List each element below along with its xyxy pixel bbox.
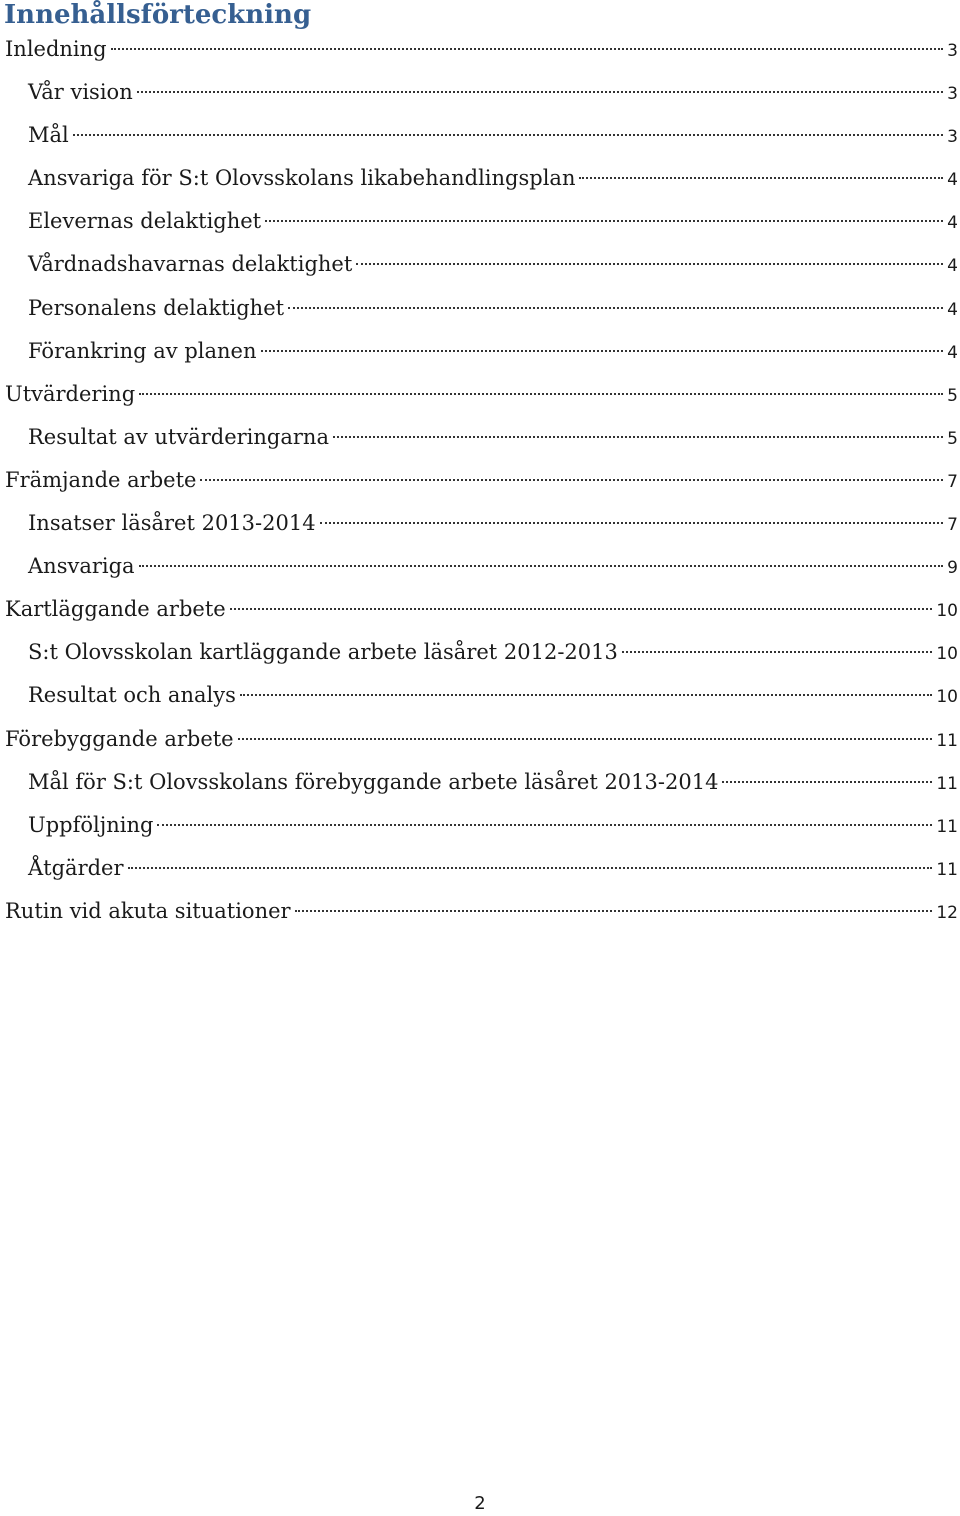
toc-leader-dots	[157, 824, 932, 826]
toc-leader-dots	[579, 177, 943, 179]
toc-entry-label: Vår vision	[28, 80, 133, 105]
toc-entry-page: 7	[947, 515, 958, 536]
toc-leader-dots	[722, 781, 932, 783]
toc-entry-page: 11	[936, 859, 958, 880]
toc-entry-page: 10	[936, 687, 958, 708]
toc-entry-forankring[interactable]	[0, 330, 960, 373]
toc-entry-page: 4	[947, 299, 958, 320]
toc-entry-page: 10	[936, 601, 958, 622]
toc-entry-page: 4	[947, 213, 958, 234]
toc-entry-page: 12	[936, 902, 958, 923]
toc-leader-dots	[137, 91, 943, 93]
toc-entry-mal[interactable]	[0, 114, 960, 157]
toc-entry-resultat-analys[interactable]	[0, 674, 960, 717]
toc-entry-label: Resultat av utvärderingarna	[28, 424, 329, 449]
toc-entry-kartlaggande-arbete[interactable]	[0, 588, 960, 631]
toc-entry-ansvariga[interactable]	[0, 545, 960, 588]
toc-entry-label: Resultat och analys	[28, 683, 236, 708]
toc-entry-vardnadshavarnas-delaktighet[interactable]	[0, 243, 960, 286]
table-of-contents	[0, 28, 960, 933]
toc-entry-page: 3	[947, 127, 958, 148]
toc-leader-dots	[622, 651, 932, 653]
toc-leader-dots	[238, 738, 933, 740]
toc-entry-rutin-akuta[interactable]	[0, 890, 960, 933]
toc-entry-inledning[interactable]	[0, 28, 960, 71]
toc-leader-dots	[139, 565, 944, 567]
toc-leader-dots	[139, 393, 943, 395]
toc-entry-label: Förankring av planen	[28, 338, 257, 363]
toc-entry-label: Personalens delaktighet	[28, 295, 285, 320]
toc-leader-dots	[200, 479, 943, 481]
toc-entry-label: Inledning	[5, 37, 107, 61]
toc-entry-page: 3	[947, 41, 958, 61]
toc-entry-page: 3	[947, 84, 958, 105]
toc-leader-dots	[261, 350, 944, 352]
toc-entry-label: Åtgärder	[28, 855, 124, 880]
toc-entry-label: Kartläggande arbete	[5, 597, 226, 622]
toc-leader-dots	[265, 220, 943, 222]
toc-entry-page: 10	[936, 644, 958, 665]
toc-leader-dots	[288, 307, 943, 309]
toc-entry-page: 9	[947, 558, 958, 579]
toc-leader-dots	[230, 608, 933, 610]
toc-entry-resultat-utvarderingarna[interactable]	[0, 416, 960, 459]
toc-entry-label: Insatser läsåret 2013-2014	[28, 511, 316, 536]
toc-leader-dots	[333, 436, 943, 438]
page-number: 2	[474, 1493, 486, 1514]
toc-leader-dots	[128, 867, 933, 869]
toc-entry-label: Elevernas delaktighet	[28, 209, 262, 234]
toc-leader-dots	[111, 48, 944, 50]
toc-entry-utvardering[interactable]	[0, 373, 960, 416]
toc-leader-dots	[240, 694, 933, 696]
toc-entry-page: 11	[936, 816, 958, 837]
toc-entry-uppfoljning[interactable]	[0, 804, 960, 847]
toc-entry-label: Rutin vid akuta situationer	[5, 898, 291, 923]
toc-entry-label: S:t Olovsskolan kartläggande arbete läsåret 2012-2013	[28, 640, 618, 665]
toc-entry-framjande-arbete[interactable]	[0, 459, 960, 502]
toc-entry-page: 11	[936, 730, 958, 751]
toc-entry-ansvariga-plan[interactable]	[0, 157, 960, 200]
toc-entry-insatser[interactable]	[0, 502, 960, 545]
toc-entry-personalens-delaktighet[interactable]	[0, 287, 960, 330]
toc-entry-kartlaggande-2012-2013[interactable]	[0, 631, 960, 674]
toc-leader-dots	[73, 134, 943, 136]
toc-entry-page: 7	[947, 471, 958, 492]
toc-entry-var-vision[interactable]	[0, 71, 960, 114]
toc-entry-page: 11	[936, 773, 958, 794]
toc-entry-elevernas-delaktighet[interactable]	[0, 200, 960, 243]
toc-entry-label: Mål	[28, 123, 69, 148]
toc-entry-page: 4	[947, 342, 958, 363]
toc-entry-page: 4	[947, 256, 958, 277]
toc-leader-dots	[320, 522, 944, 524]
toc-entry-label: Mål för S:t Olovsskolans förebyggande arbete läsåret 2013-2014	[28, 769, 719, 794]
toc-leader-dots	[295, 910, 933, 912]
toc-entry-label: Vårdnadshavarnas delaktighet	[28, 252, 353, 277]
toc-entry-page: 5	[947, 428, 958, 449]
toc-entry-atgarder[interactable]	[0, 847, 960, 890]
toc-entry-label: Uppföljning	[28, 812, 154, 837]
toc-entry-label: Främjande arbete	[5, 467, 197, 492]
toc-leader-dots	[356, 263, 943, 265]
toc-entry-label: Ansvariga	[28, 554, 135, 579]
toc-entry-label: Utvärdering	[5, 381, 136, 406]
toc-title: Innehållsförteckning	[4, 0, 312, 30]
toc-entry-forebyggande-arbete[interactable]	[0, 718, 960, 761]
toc-entry-mal-forebyggande[interactable]	[0, 761, 960, 804]
toc-entry-page: 5	[947, 385, 958, 406]
toc-entry-page: 4	[947, 170, 958, 191]
toc-entry-label: Ansvariga för S:t Olovsskolans likabehandlingsplan	[28, 166, 576, 191]
toc-entry-label: Förebyggande arbete	[5, 726, 234, 751]
